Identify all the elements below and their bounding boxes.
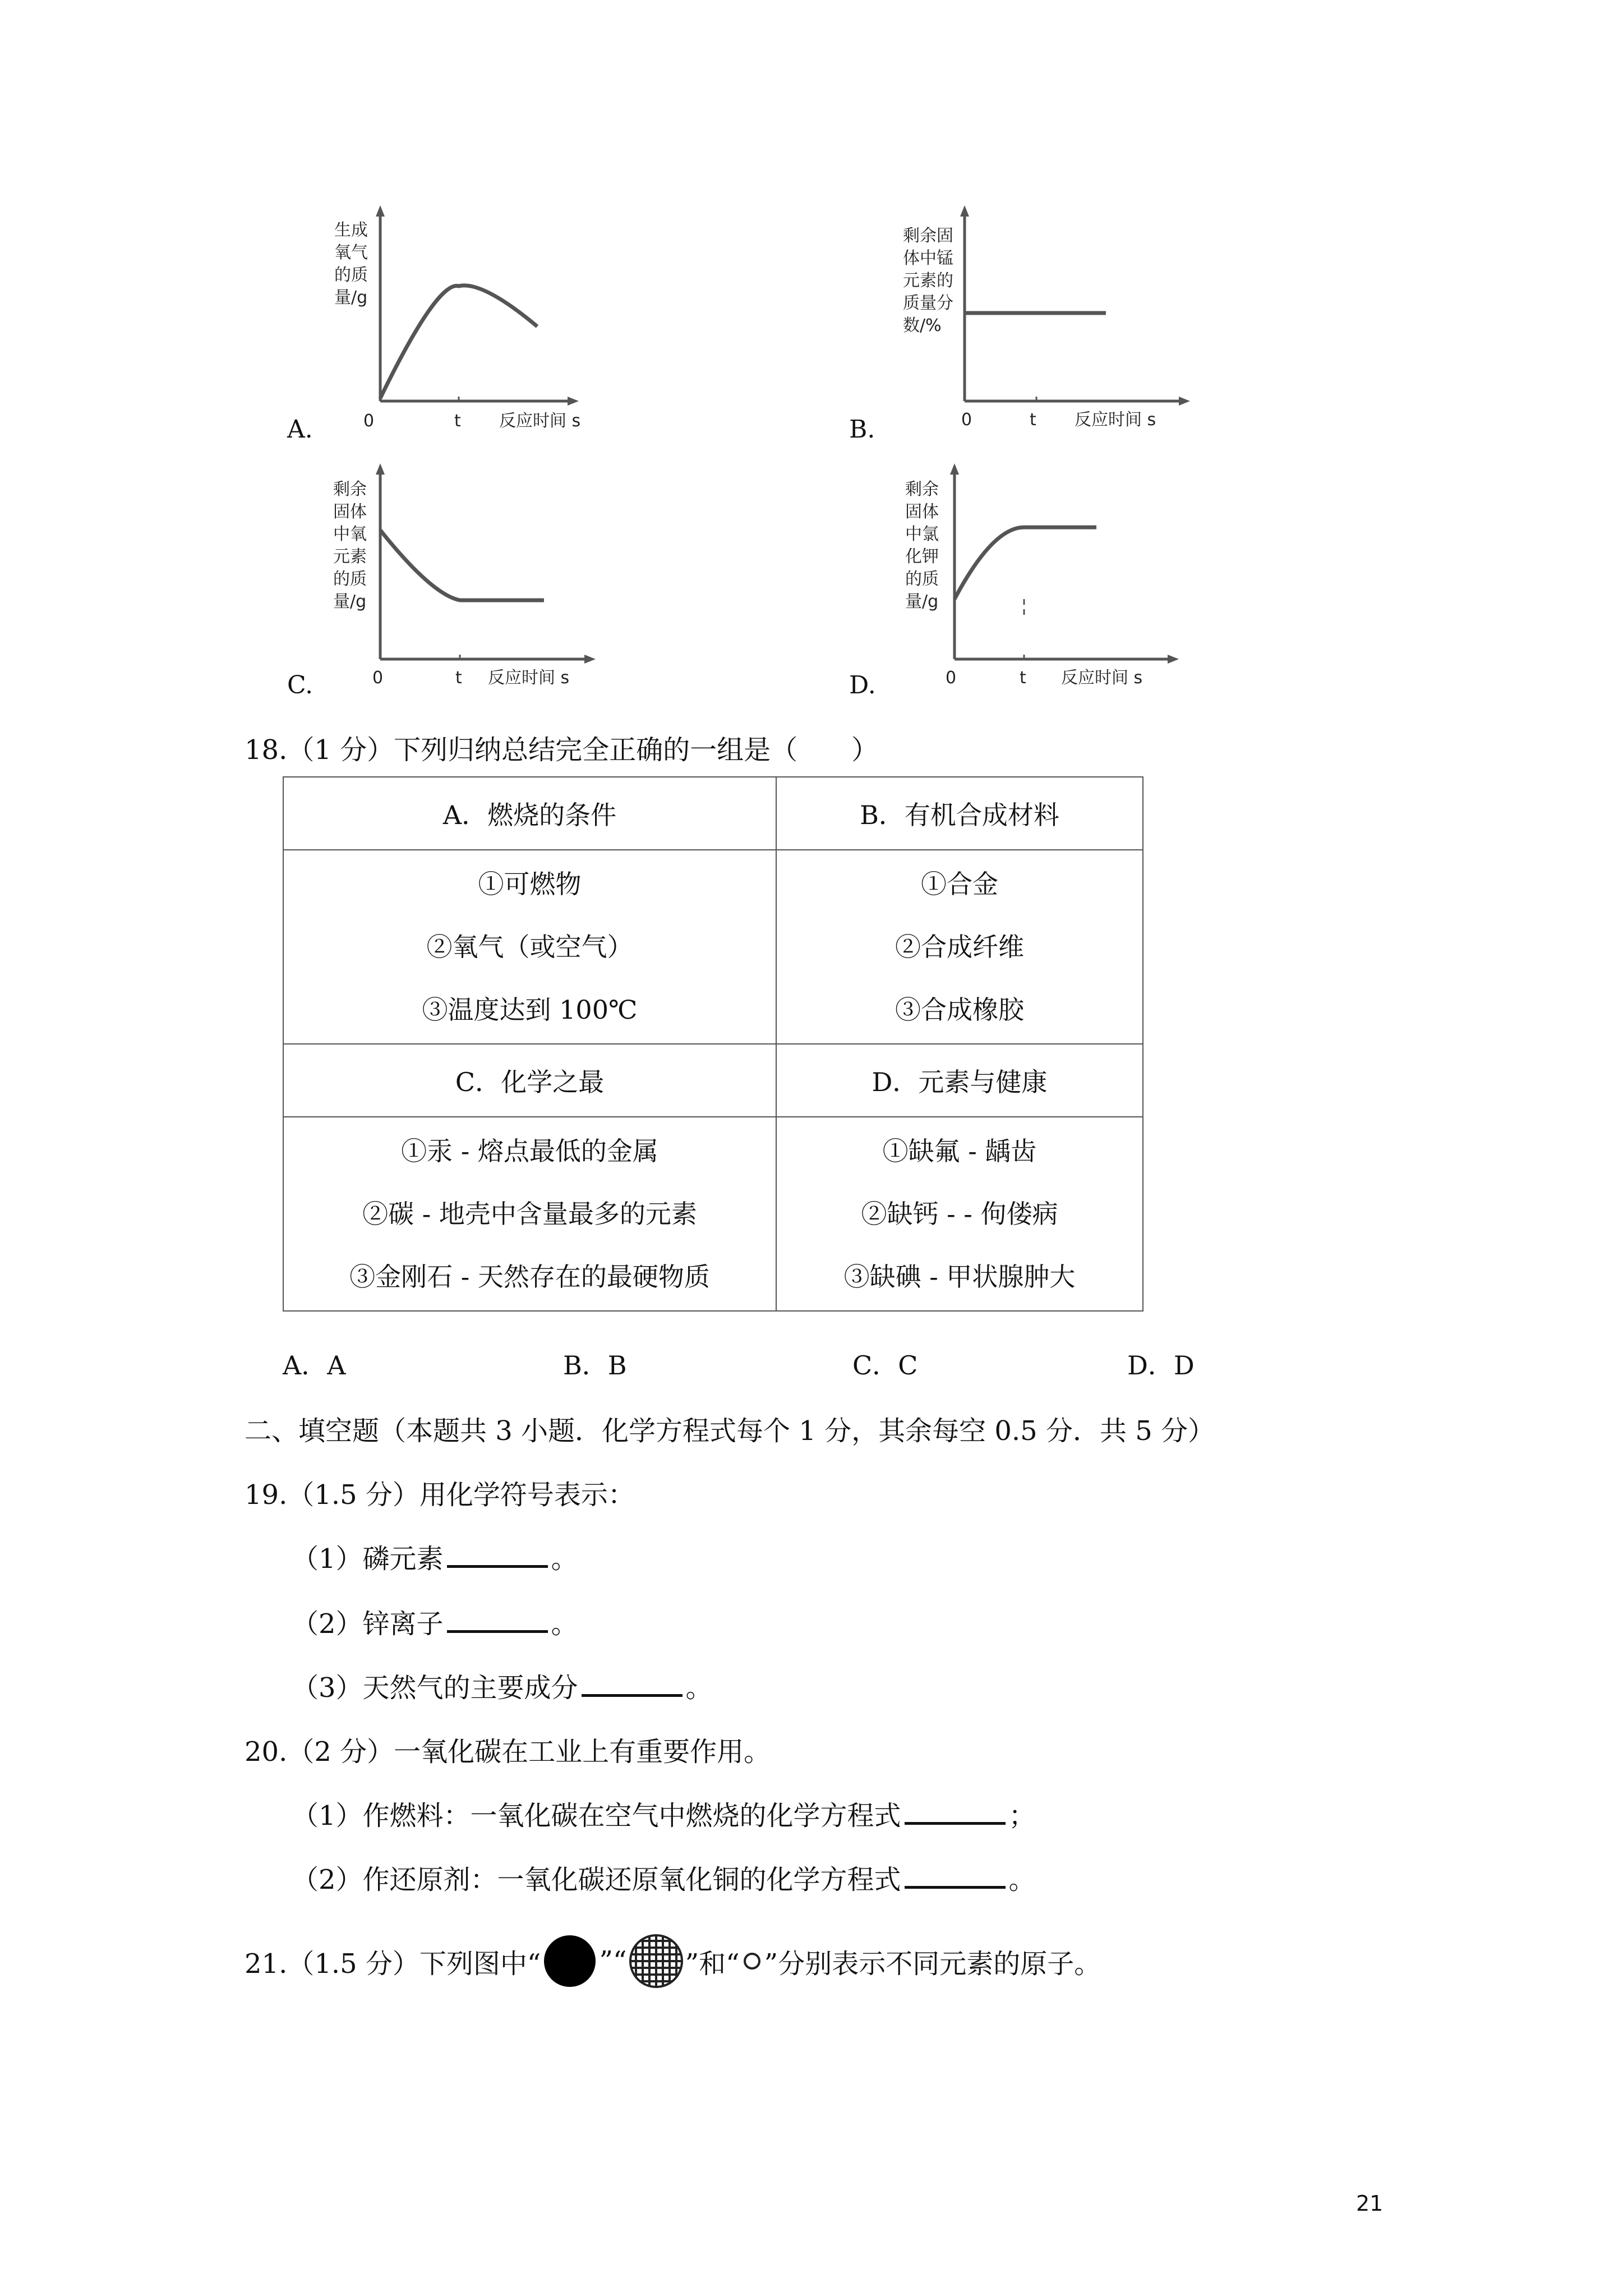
ylabel-line: 中氧 <box>333 524 367 544</box>
q19-stem: 19.（1.5 分）用化学符号表示： <box>245 1479 635 1511</box>
ylabel-line: 的质 <box>334 265 368 285</box>
graph-c-svg <box>320 460 611 696</box>
q20-stem: 20.（2 分）一氧化碳在工业上有重要作用。 <box>245 1736 771 1768</box>
ylabel-line: 的质 <box>333 569 367 589</box>
graph-b <box>892 202 1206 438</box>
tick-label-t: t <box>1030 410 1036 430</box>
origin-label: 0 <box>961 410 972 430</box>
x-axis-arrow <box>1179 397 1190 406</box>
list-item: ②氧气（或空气） <box>426 932 633 962</box>
answer-blank[interactable] <box>905 1800 1006 1825</box>
black-atom-icon <box>542 1933 598 1989</box>
answer-blank[interactable] <box>905 1864 1006 1889</box>
ylabel-line: 量/g <box>905 592 939 611</box>
option-d-header: D．元素与健康 <box>776 1044 1143 1117</box>
q18-options-table <box>283 776 1144 1312</box>
ylabel-line: 中氯 <box>905 524 939 544</box>
list-item: ②碳 - 地壳中含量最多的元素 <box>362 1199 697 1229</box>
option-a-header: A．燃烧的条件 <box>283 777 776 850</box>
q20-item-1 <box>292 1794 1036 1833</box>
item-text: （2）作还原剂：一氧化碳还原氧化铜的化学方程式 <box>292 1864 901 1895</box>
answer-choice-b[interactable]: B．B <box>563 1350 627 1381</box>
ylabel-line: 元素 <box>333 547 367 567</box>
q21-suffix: ”分别表示不同元素的原子。 <box>764 1948 1101 1980</box>
y-axis-arrow <box>376 205 385 217</box>
answer-blank[interactable] <box>582 1672 683 1697</box>
graph-a-option: A. <box>287 415 313 444</box>
ylabel-line: 剩余固 <box>903 226 953 246</box>
graph-a-svg <box>314 202 594 438</box>
graph-c-option: C. <box>287 671 313 700</box>
list-item: ①可燃物 <box>478 869 582 899</box>
item-suffix: 。 <box>1008 1864 1036 1895</box>
item-suffix: 。 <box>551 1543 578 1575</box>
option-d-items <box>776 1117 1143 1311</box>
item-suffix: 。 <box>551 1608 578 1640</box>
list-item: ③温度达到 100℃ <box>422 995 638 1025</box>
list-item: ①合金 <box>921 869 998 899</box>
option-a-items <box>283 850 776 1044</box>
q21-stem <box>245 1933 1101 1989</box>
graph-d-option: D. <box>849 671 876 700</box>
page-number: 21 <box>1356 2191 1384 2216</box>
q20-item-2 <box>292 1858 1036 1897</box>
answer-choice-a[interactable]: A．A <box>283 1350 346 1381</box>
xlabel: 反应时间 s <box>1061 668 1143 688</box>
x-axis-arrow <box>1168 655 1179 664</box>
xlabel: 反应时间 s <box>499 411 581 431</box>
xlabel: 反应时间 s <box>1075 410 1156 430</box>
y-axis-arrow <box>376 463 385 475</box>
graph-b-svg <box>892 202 1206 438</box>
answer-choice-d[interactable]: D．D <box>1127 1350 1195 1381</box>
item-suffix: ； <box>1008 1800 1036 1832</box>
origin-label: 0 <box>946 668 957 688</box>
list-item: ②合成纤维 <box>895 932 1024 962</box>
xlabel: 反应时间 s <box>488 668 570 688</box>
q21-prefix: 21.（1.5 分）下列图中“ <box>245 1948 541 1980</box>
ylabel-line: 的质 <box>905 569 939 589</box>
ylabel-line: 剩余 <box>333 480 367 499</box>
y-axis-arrow <box>950 463 959 475</box>
list-item: ①汞 - 熔点最低的金属 <box>401 1136 658 1166</box>
ylabel-line: 体中锰 <box>903 249 953 268</box>
ylabel-line: 量/g <box>334 288 368 307</box>
answer-choice-c[interactable]: C．C <box>852 1350 918 1381</box>
tick-label-t: t <box>1020 668 1026 688</box>
graph-d <box>892 460 1195 696</box>
option-b-items <box>776 850 1143 1044</box>
item-suffix: 。 <box>685 1672 713 1704</box>
q19-item-2 <box>292 1602 578 1641</box>
origin-label: 0 <box>372 668 384 688</box>
option-c-items <box>283 1117 776 1311</box>
hatched-atom-icon <box>628 1933 684 1989</box>
item-text: （1）磷元素 <box>292 1543 444 1575</box>
answer-blank[interactable] <box>447 1543 548 1568</box>
curve <box>955 527 1096 599</box>
tick-label-t: t <box>455 668 462 688</box>
graph-c <box>320 460 611 696</box>
item-text: （2）锌离子 <box>292 1608 444 1640</box>
q21-sep-2: ”和“ <box>685 1948 740 1980</box>
q19-item-1 <box>292 1537 578 1576</box>
small-open-atom-icon <box>741 1950 763 1972</box>
q18-stem: 18.（1 分）下列归纳总结完全正确的一组是（ ） <box>245 734 879 766</box>
x-axis-arrow <box>568 397 579 406</box>
option-b-header: B．有机合成材料 <box>776 777 1143 850</box>
ylabel-line: 生成 <box>334 220 368 240</box>
y-axis-arrow <box>960 205 969 217</box>
ylabel-line: 剩余 <box>905 480 939 499</box>
graph-b-option: B. <box>849 415 875 444</box>
list-item: ③合成橡胶 <box>895 995 1024 1025</box>
list-item: ①缺氟 - 龋齿 <box>882 1136 1037 1166</box>
graph-d-svg <box>892 460 1195 696</box>
list-item: ③金刚石 - 天然存在的最硬物质 <box>349 1262 710 1292</box>
answer-blank[interactable] <box>447 1608 548 1633</box>
ylabel-line: 数/% <box>903 316 942 335</box>
item-text: （1）作燃料：一氧化碳在空气中燃烧的化学方程式 <box>292 1800 901 1832</box>
origin-label: 0 <box>363 411 375 431</box>
list-item: ③缺碘 - 甲状腺肿大 <box>843 1262 1076 1292</box>
ylabel-line: 元素的 <box>903 271 953 291</box>
curve <box>380 286 537 398</box>
ylabel-line: 固体 <box>905 502 939 522</box>
list-item: ②缺钙 - - 佝偻病 <box>861 1199 1058 1229</box>
section-heading: 二、填空题（本题共 3 小题．化学方程式每个 1 分，其余每空 0.5 分．共 5 分） <box>245 1415 1215 1447</box>
ylabel-line: 质量分 <box>903 293 953 313</box>
q21-sep-1: ”“ <box>599 1945 627 1977</box>
option-c-header: C．化学之最 <box>283 1044 776 1117</box>
curve <box>380 530 544 600</box>
item-text: （3）天然气的主要成分 <box>292 1672 578 1704</box>
graph-a <box>314 202 594 438</box>
ylabel-line: 化钾 <box>905 547 939 567</box>
tick-label-t: t <box>454 411 461 431</box>
ylabel-line: 量/g <box>333 592 367 611</box>
x-axis-arrow <box>584 655 596 664</box>
ylabel-line: 固体 <box>333 502 367 522</box>
ylabel-line: 氧气 <box>334 243 368 263</box>
q19-item-3 <box>292 1666 713 1705</box>
